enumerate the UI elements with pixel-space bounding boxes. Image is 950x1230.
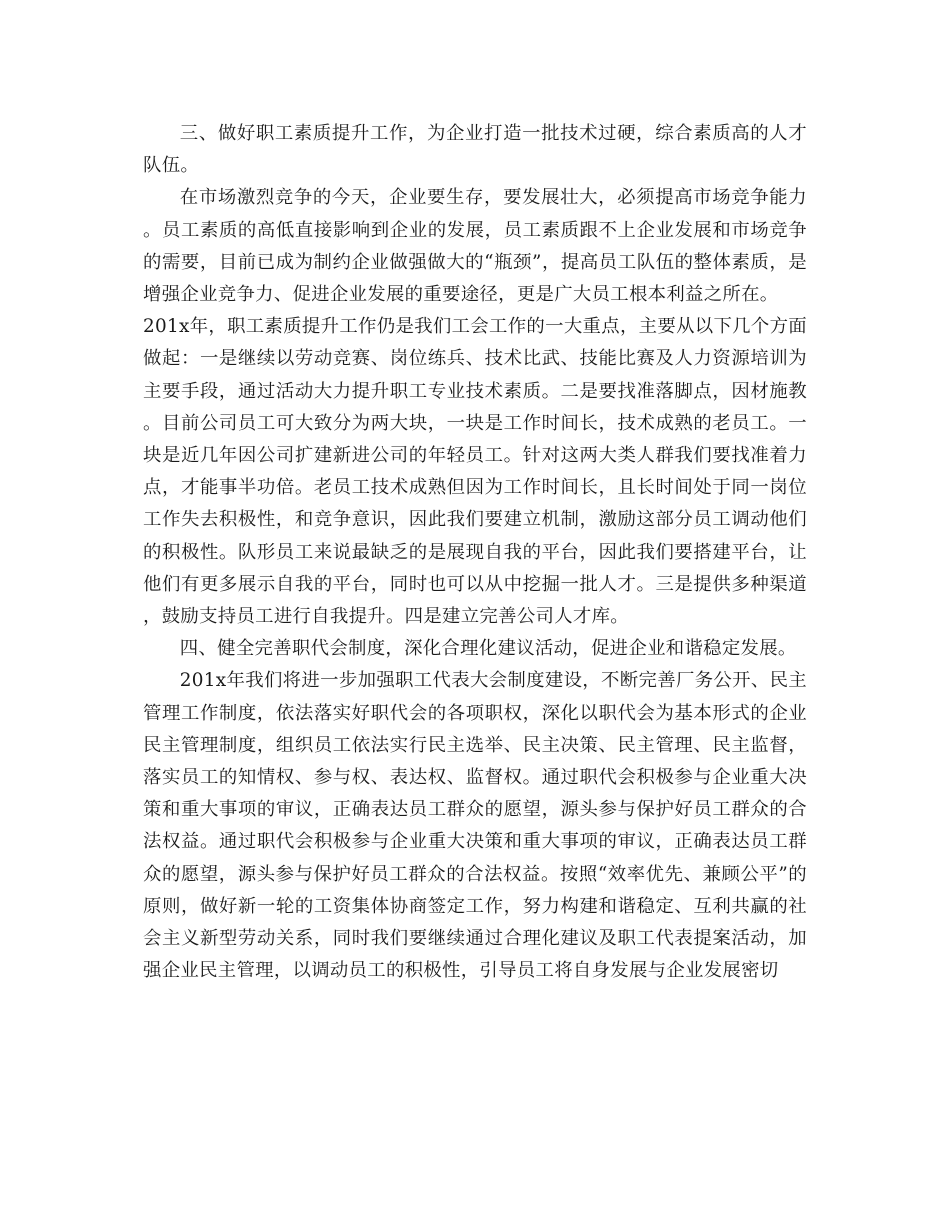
paragraph-quality-improvement: 201x年，职工素质提升工作仍是我们工会工作的一大重点，主要从以下几个方面做起：一是继续以劳动竞赛、岗位练兵、技术比武、技能比赛及人力资源培训为主要手段，通过活动大力提升职工专业技术素质。二是要找准落脚点，因材施教。目前公司员工可大致分为两大块，一块是工作时间长，技术成熟的老员工。一块是近几年因公司扩建新进公司的年轻员工。针对这两大类人群我们要找准着力点，才能事半功倍。老员工技术成熟但因为工作时间长，且长时间处于同一岗位工作失去积极性，和竞争意识，因此我们要建立机制，激励这部分员工调动他们的积极性。队形员工来说最缺乏的是展现自我的平台，因此我们要搭建平台，让他们有更多展示自我的平台，同时也可以从中挖掘一批人才。三是提供多种渠道，鼓励支持员工进行自我提升。四是建立完善公司人才库。	[143, 316, 807, 628]
section-heading-three: 三、做好职工素质提升工作，为企业打造一批技术过硬，综合素质高的人才队伍。	[143, 123, 807, 177]
body-text	[143, 118, 807, 987]
paragraph-market-competition: 在市场激烈竞争的今天，企业要生存，要发展壮大，必须提高市场竞争能力。员工素质的高低直接影响到企业的发展，员工素质跟不上企业发展和市场竞争的需要，目前已成为制约企业做强做大的“瓶颈”，提高员工队伍的整体素质，是增强企业竞争力、促进企业发展的重要途径，更是广大员工根本利益之所在。	[143, 187, 807, 306]
section-heading-four: 四、健全完善职代会制度，深化合理化建议活动，促进企业和谐稳定发展。	[179, 638, 797, 660]
paragraph-congress-system: 201x年我们将进一步加强职工代表大会制度建设，不断完善厂务公开、民主管理工作制度，依法落实好职代会的各项职权，深化以职代会为基本形式的企业民主管理制度，组织员工依法实行民主选举、民主决策、民主管理、民主监督，落实员工的知情权、参与权、表达权、监督权。通过职代会积极参与企业重大决策和重大事项的审议，正确表达员工群众的愿望，源头参与保护好员工群众的合法权益。通过职代会积极参与企业重大决策和重大事项的审议，正确表达员工群众的愿望，源头参与保护好员工群众的合法权益。按照“效率优先、兼顾公平”的原则，做好新一轮的工资集体协商签定工作，努力构建和谐稳定、互利共赢的社会主义新型劳动关系，同时我们要继续通过合理化建议及职工代表提案活动，加强企业民主管理，以调动员工的积极性，引导员工将自身发展与企业发展密切	[143, 670, 807, 982]
